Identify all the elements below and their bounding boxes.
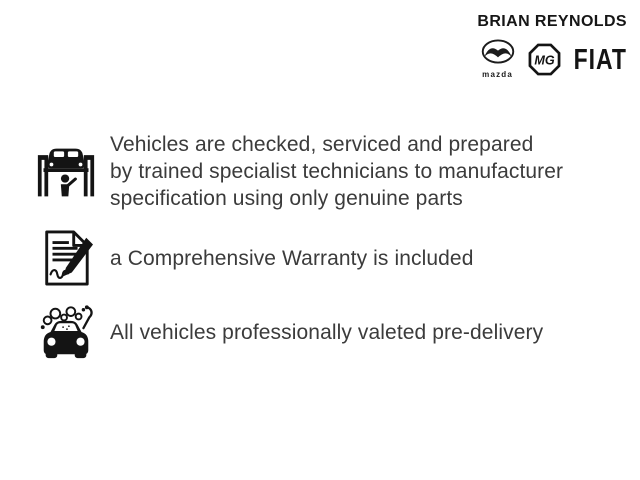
mg-monogram: MG	[533, 52, 555, 67]
feature-line: Vehicles are checked, serviced and prepared	[110, 133, 534, 156]
feature-line: by trained specialist technicians to manufacturer	[110, 160, 564, 183]
dealer-header	[477, 13, 627, 79]
feature-list	[33, 131, 608, 377]
car-lift-icon	[33, 142, 99, 202]
feature-line: specification using only genuine parts	[110, 187, 463, 210]
warranty-document-icon	[33, 229, 99, 287]
mazda-wordmark: mazda	[482, 70, 514, 79]
feature-text-warranty	[110, 245, 473, 272]
feature-text-service-preparation	[110, 131, 563, 212]
feature-row-valeting	[33, 304, 608, 360]
feature-row-service-preparation	[33, 131, 608, 212]
feature-text-valeting	[110, 319, 543, 346]
fiat-wordmark: FIAT	[573, 42, 627, 76]
mg-logo	[528, 43, 561, 76]
dealer-name: BRIAN REYNOLDS	[477, 13, 627, 30]
feature-line: a Comprehensive Warranty is included	[110, 246, 474, 270]
mg-octagon-icon	[528, 43, 561, 76]
feature-row-warranty	[33, 229, 608, 287]
brand-logos-row	[477, 39, 627, 79]
mazda-logo	[481, 39, 515, 79]
fiat-logo	[573, 42, 627, 76]
car-wash-icon	[33, 304, 99, 360]
mazda-wings-icon	[481, 39, 515, 69]
feature-line: All vehicles professionally valeted pre-delivery	[110, 320, 544, 344]
